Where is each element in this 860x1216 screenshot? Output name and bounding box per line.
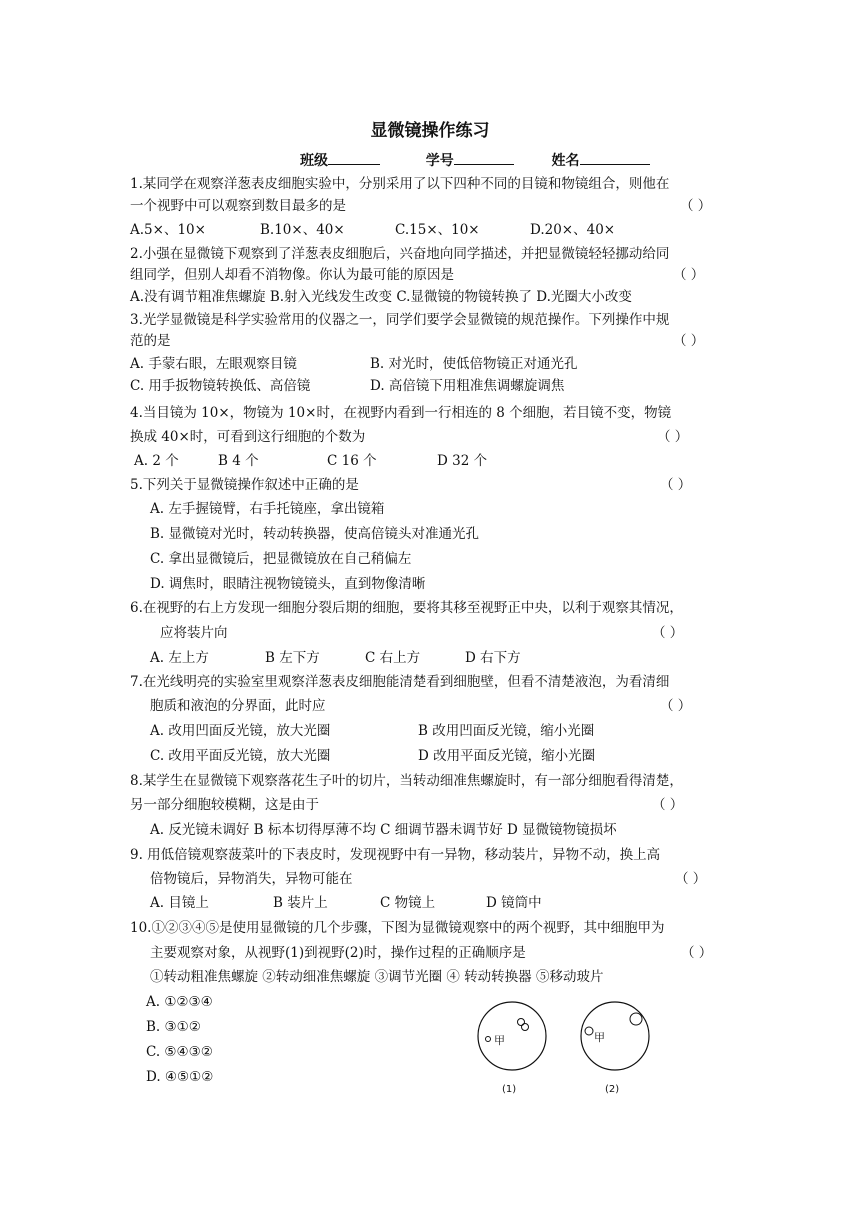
- q6-option-c: C 右上方: [365, 650, 421, 666]
- q9-option-d: D 镜筒中: [486, 895, 542, 911]
- microscope-fields-figure: [470, 998, 670, 1098]
- q4-stem-line1: 4.当目镜为 10×，物镜为 10×时，在视野内看到一行相连的 8 个细胞，若目镜不变，物镜: [130, 405, 672, 421]
- q10-steps: ①转动粗准焦螺旋 ②转动细准焦螺旋 ③调节光圈 ④ 转动转换器 ⑤移动玻片: [150, 969, 604, 985]
- q10-stem-line2: 主要观察对象，从视野(1)到视野(2)时，操作过程的正确顺序是: [150, 945, 526, 961]
- field-of-view-1: [478, 1002, 546, 1095]
- q8-answer-blank: （ ）: [652, 797, 684, 813]
- q4-option-c: C 16 个: [327, 453, 377, 469]
- q6-stem-line2: 应将装片向: [160, 625, 228, 641]
- q7-stem-line2: 胞质和液泡的分界面，此时应: [150, 698, 326, 714]
- q9-stem-line2: 倍物镜后，异物消失，异物可能在: [150, 871, 353, 887]
- q5-option-a: A. 左手握镜臂，右手托镜座，拿出镜箱: [150, 501, 385, 517]
- q10-option-b: B. ③①②: [146, 1019, 201, 1035]
- q10-option-c: C. ⑤④③②: [146, 1044, 213, 1060]
- q8-stem-line1: 8.某学生在显微镜下观察落花生子叶的切片，当转动细准焦螺旋时，有一部分细胞看得清楚，: [130, 773, 683, 789]
- q7-stem-line1: 7.在光线明亮的实验室里观察洋葱表皮细胞能清楚看到细胞壁，但看不清楚液泡，为看清细: [130, 674, 670, 690]
- q4-answer-blank: （ ）: [657, 429, 689, 445]
- student-info-row: [300, 150, 650, 170]
- q1-option-b: B.10×、40×: [260, 222, 345, 238]
- q3-option-a: A. 手蒙右眼，左眼观察目镜: [130, 356, 297, 372]
- student-id-label: 学号: [425, 153, 454, 169]
- cell-label-1: 甲: [494, 1034, 505, 1047]
- figure-caption-2: (2): [605, 1084, 620, 1095]
- q3-option-d: D. 高倍镜下用粗准焦调螺旋调焦: [370, 378, 565, 394]
- q4-option-d: D 32 个: [437, 453, 488, 469]
- q3-stem-line2: 范的是: [130, 333, 171, 349]
- q6-option-b: B 左下方: [265, 650, 320, 666]
- class-blank[interactable]: [328, 150, 380, 165]
- q5-option-d: D. 调焦时，眼睛注视物镜镜头，直到物像清晰: [150, 576, 426, 592]
- q3-option-c: C. 用手扳物镜转换低、高倍镜: [130, 378, 311, 394]
- q8-stem-line2: 另一部分细胞较模糊，这是由于: [130, 797, 319, 813]
- q3-stem-line1: 3.光学显微镜是科学实验常用的仪器之一，同学们要学会显微镜的规范操作。下列操作中规: [130, 312, 670, 328]
- class-label: 班级: [300, 153, 328, 169]
- q5-answer-blank: （ ）: [660, 477, 692, 493]
- q1-stem-line2: 一个视野中可以观察到数目最多的是: [130, 198, 346, 214]
- q1-stem-line1: 1.某同学在观察洋葱表皮细胞实验中，分别采用了以下四种不同的目镜和物镜组合，则他在: [130, 176, 670, 192]
- q10-option-d: D. ④⑤①②: [146, 1069, 214, 1085]
- page-title: 显微镜操作练习: [370, 121, 490, 141]
- q10-answer-blank: （ ）: [681, 945, 713, 961]
- field-of-view-2: [581, 1002, 649, 1095]
- name-label: 姓名: [551, 153, 580, 169]
- q5-option-c: C. 拿出显微镜后，把显微镜放在自己稍偏左: [150, 551, 412, 567]
- q7-option-d: D 改用平面反光镜，缩小光圈: [418, 748, 596, 764]
- q9-option-a: A. 目镜上: [150, 895, 209, 911]
- q9-stem-line1: 9. 用低倍镜观察菠菜叶的下表皮时，发现视野中有一异物，移动装片，异物不动，换上高: [130, 847, 661, 863]
- q6-option-d: D 右下方: [465, 650, 521, 666]
- q6-option-a: A. 左上方: [150, 650, 209, 666]
- q9-option-b: B 装片上: [273, 895, 328, 911]
- q1-option-d: D.20×、40×: [530, 222, 616, 238]
- q7-option-c: C. 改用平面反光镜，放大光圈: [150, 748, 331, 764]
- q8-options: A. 反光镜未调好 B 标本切得厚薄不均 C 细调节器未调节好 D 显微镜物镜损坏: [150, 822, 617, 838]
- q7-option-a: A. 改用凹面反光镜，放大光圈: [150, 723, 331, 739]
- q10-stem-line1: 10.①②③④⑤是使用显微镜的几个步骤，下图为显微镜观察中的两个视野，其中细胞甲为: [130, 920, 665, 936]
- q5-option-b: B. 显微镜对光时，转动转换器，使高倍镜头对准通光孔: [150, 526, 480, 542]
- cell-label-2: 甲: [594, 1031, 605, 1044]
- q1-answer-blank: （ ）: [680, 198, 712, 214]
- q3-answer-blank: （ ）: [673, 333, 705, 349]
- q10-option-a: A. ①②③④: [146, 994, 213, 1010]
- q4-stem-line2: 换成 40×时，可看到这行细胞的个数为: [130, 429, 366, 445]
- q4-option-a: A. 2 个: [134, 453, 179, 469]
- q6-answer-blank: （ ）: [652, 625, 684, 641]
- q2-answer-blank: （ ）: [673, 267, 705, 283]
- q3-option-b: B. 对光时，使低倍物镜正对通光孔: [370, 356, 578, 372]
- figure-caption-1: (1): [502, 1084, 517, 1095]
- name-blank[interactable]: [580, 150, 650, 165]
- q1-option-a: A.5×、10×: [130, 222, 206, 238]
- q1-option-c: C.15×、10×: [395, 222, 480, 238]
- q9-option-c: C 物镜上: [380, 895, 436, 911]
- q2-stem-line1: 2.小强在显微镜下观察到了洋葱表皮细胞后，兴奋地向同学描述，并把显微镜轻轻挪动给同: [130, 246, 670, 262]
- q2-stem-line2: 组同学，但别人却看不消物像。你认为最可能的原因是: [130, 267, 454, 283]
- q7-answer-blank: （ ）: [660, 698, 692, 714]
- q7-option-b: B 改用凹面反光镜，缩小光圈: [418, 723, 595, 739]
- q9-answer-blank: （ ）: [675, 871, 707, 887]
- q4-option-b: B 4 个: [218, 453, 259, 469]
- q2-options: A.没有调节粗准焦螺旋 B.射入光线发生改变 C.显微镜的物镜转换了 D.光圈大小改变: [130, 289, 632, 305]
- student-id-blank[interactable]: [454, 150, 514, 165]
- q6-stem-line1: 6.在视野的右上方发现一细胞分裂后期的细胞，要将其移至视野正中央，以利于观察其情况，: [130, 600, 683, 616]
- q5-stem: 5.下列关于显微镜操作叙述中正确的是: [130, 477, 359, 493]
